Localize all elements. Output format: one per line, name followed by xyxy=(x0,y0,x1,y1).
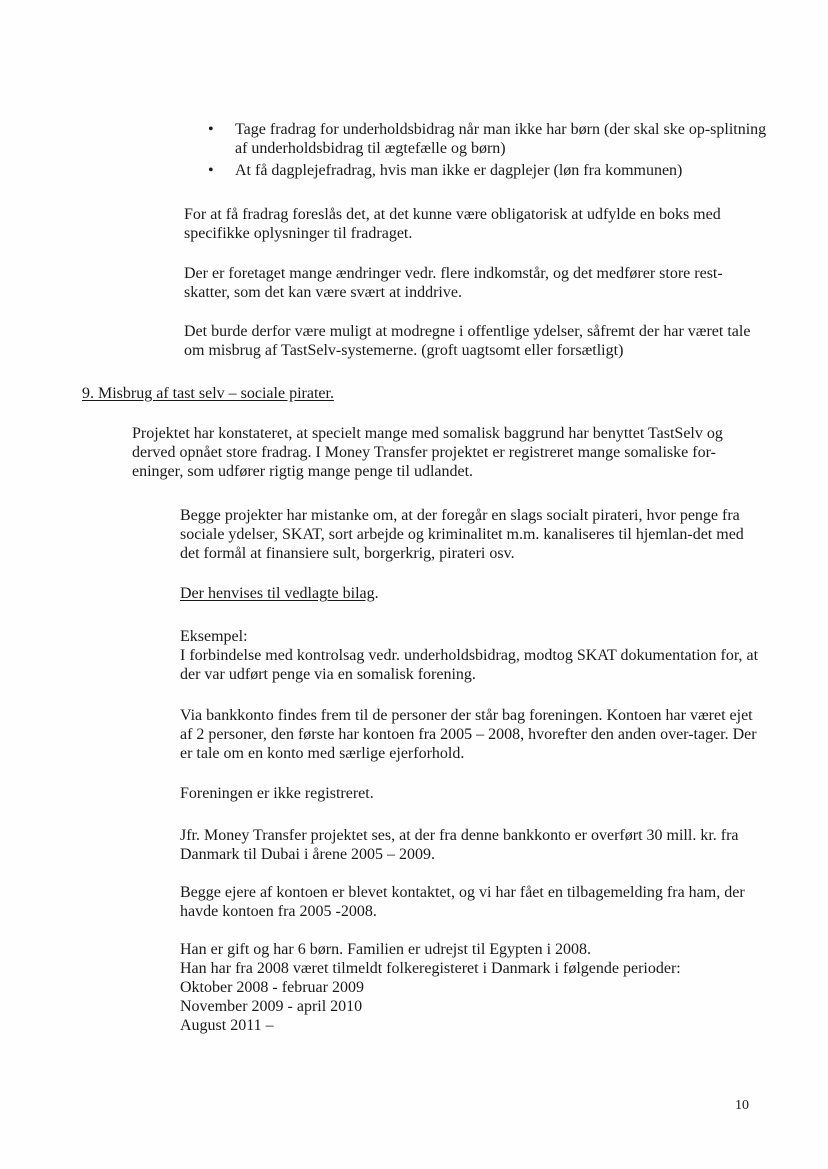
family-line: Oktober 2008 - februar 2009 xyxy=(180,979,364,996)
bullet-text: Tage fradrag for underholdsbidrag når man ikke har børn (der skal ske op-splitning af underholdsbidrag til ægtefælle og børn) xyxy=(235,121,767,157)
section-heading: 9. Misbrug af tast selv – sociale pirater. xyxy=(82,385,334,402)
family-line: Han er gift og har 6 børn. Familien er udrejst til Egypten i 2008. xyxy=(180,941,592,958)
example-block xyxy=(180,627,762,684)
bullet-dot-icon: • xyxy=(208,121,214,138)
intro-paragraph-restskatter: Der er foretaget mange ændringer vedr. flere indkomstår, og det medfører store rest-skatter, som det kan være svært at inddrive. xyxy=(184,265,723,301)
section-intro-paragraph: Projektet har konstateret, at specielt mange med somalisk baggrund har benyttet TastSelv og derved opnået store fradrag. I Money Transfer projektet er registreret mange somaliske for-eninger, som udfører rigtig mange penge til udlandet. xyxy=(132,425,723,480)
bullet-item xyxy=(208,161,768,180)
intro-paragraph-fradrag: For at få fradrag foreslås det, at det kunne være obligatorisk at udfylde en boks med specifikke oplysninger til fradraget. xyxy=(184,206,721,242)
example-label: Eksempel: xyxy=(180,628,248,645)
attachment-reference-link[interactable]: Der henvises til vedlagte bilag xyxy=(180,585,375,602)
association-note: Foreningen er ikke registreret. xyxy=(180,785,374,802)
bullet-item xyxy=(208,120,768,158)
suspicion-paragraph: Begge projekter har mistanke om, at der foregår en slags socialt pirateri, hvor penge fra sociale ydelser, SKAT, sort arbejde og kriminalitet m.m. kanaliseres til hjemlan-det med det formål at finansiere sult, borgerkrig, pirateri osv. xyxy=(180,507,744,562)
example-text: I forbindelse med kontrolsag vedr. underholdsbidrag, modtog SKAT dokumentation for, at der var udført penge via en somalisk forening. xyxy=(180,647,759,683)
reference-suffix: . xyxy=(374,585,379,602)
bullet-dot-icon: • xyxy=(208,162,214,179)
transfer-paragraph: Jfr. Money Transfer projektet ses, at der fra denne bankkonto er overført 30 mill. kr. fra Danmark til Dubai i årene 2005 – 2009. xyxy=(180,827,739,863)
page-number: 10 xyxy=(735,1098,749,1113)
bank-paragraph: Via bankkonto findes frem til de personer der står bag foreningen. Kontoen har været ejet af 2 personer, den første har kontoen fra 2005 – 2008, hvorefter den anden over-tager. Der er tale om en konto med særlige ejerforhold. xyxy=(180,707,757,762)
reference-line xyxy=(180,584,762,603)
intro-paragraph-modregning: Det burde derfor være muligt at modregne i offentlige ydelser, såfremt der har været tale om misbrug af TastSelv-systemerne. (groft uagtsomt eller forsætligt) xyxy=(184,323,751,359)
bullet-list xyxy=(208,120,768,183)
family-block xyxy=(180,940,770,1035)
bullet-text: At få dagplejefradrag, hvis man ikke er dagplejer (løn fra kommunen) xyxy=(235,162,683,179)
family-line: August 2011 – xyxy=(180,1017,274,1034)
contact-paragraph: Begge ejere af kontoen er blevet kontaktet, og vi har fået en tilbagemelding fra ham, der havde kontoen fra 2005 -2008. xyxy=(180,884,745,920)
family-line: November 2009 - april 2010 xyxy=(180,998,363,1015)
family-line: Han har fra 2008 været tilmeldt folkeregisteret i Danmark i følgende perioder: xyxy=(180,960,681,977)
